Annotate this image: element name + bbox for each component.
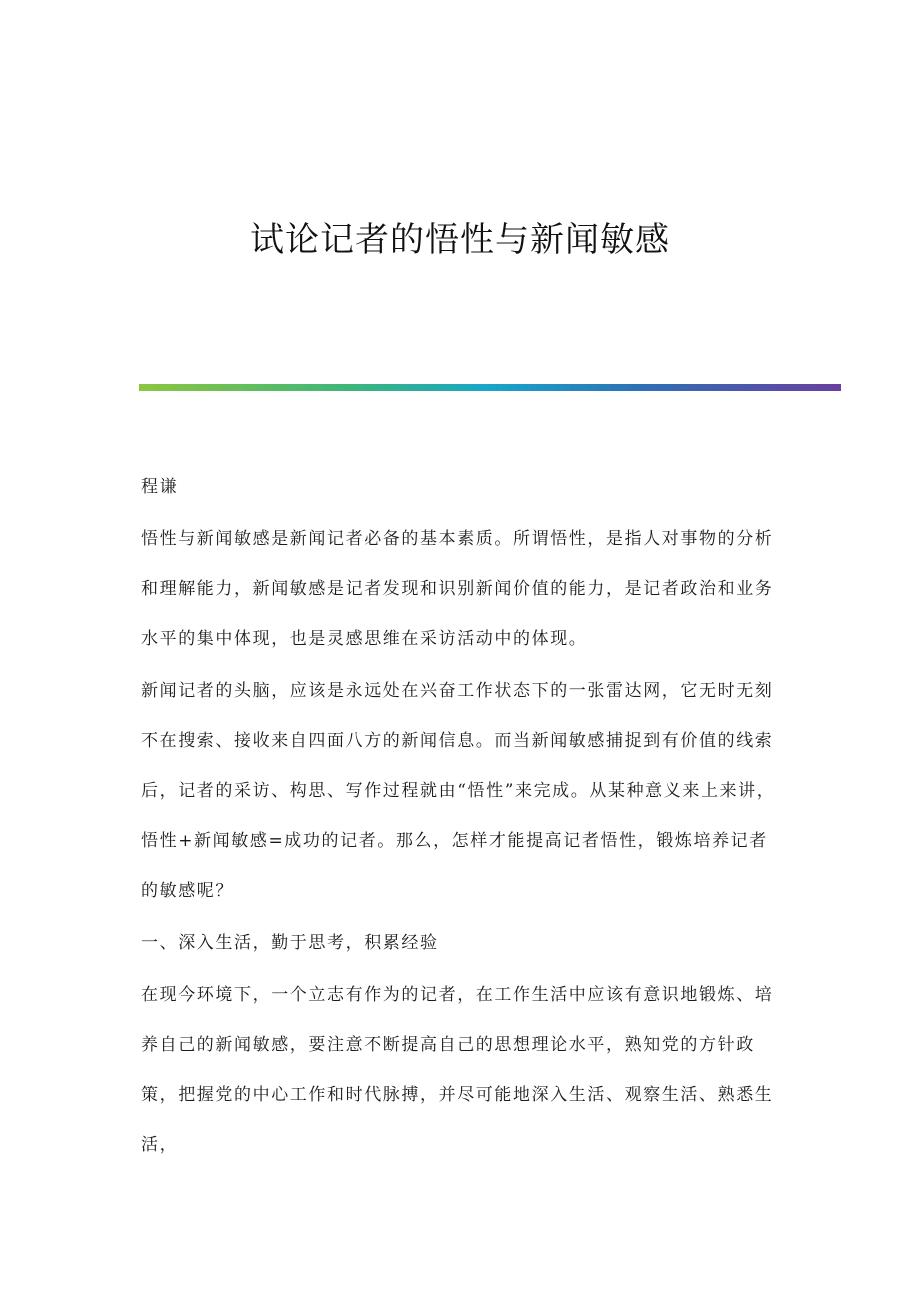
paragraph-section-one: 在现今环境下，一个立志有作为的记者，在工作生活中应该有意识地锻炼、培养自己的新闻敏感，要注意不断提高自己的思想理论水平，熟知党的方针政策，把握党的中心工作和时代脉搏，并尽可能地深入生活、观察生活、熟悉生活， [141,985,774,1155]
title-divider [139,384,841,391]
paragraph-radar: 新闻记者的头脑，应该是永远处在兴奋工作状态下的一张雷达网，它无时无刻不在搜索、接收来自四面八方的新闻信息。而当新闻敏感捕捉到有价值的线索后，记者的采访、构思、写作过程就由“悟性”来完成。从某种意义来上来讲，悟性+新闻敏感=成功的记者。那么，怎样才能提高记者悟性，锻炼培养记者的敏感呢？ [141,681,776,901]
author-name: 程谦 [141,477,179,497]
document-body [141,462,783,1172]
document-title: 试论记者的悟性与新闻敏感 [250,220,670,260]
section-heading: 一、深入生活，勤于思考，积累经验 [141,933,439,953]
paragraph-intro: 悟性与新闻敏感是新闻记者必备的基本素质。所谓悟性，是指人对事物的分析和理解能力，新闻敏感是记者发现和识别新闻价值的能力，是记者政治和业务水平的集中体现，也是灵感思维在采访活动中的体现。 [141,529,774,649]
